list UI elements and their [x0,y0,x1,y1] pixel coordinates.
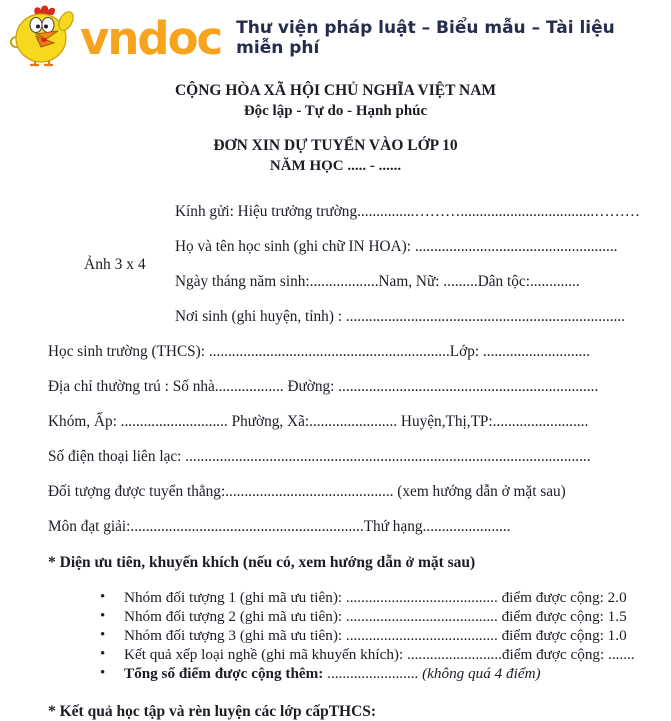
priority-item-vocational: • Kết quả xếp loại nghề (ghi mã khuyến khích): .........................điểm được cộng: ....... [124,645,671,664]
field-line-recipient: Kính gửi: Hiệu trưởng trường...............………...................................……… [175,203,641,220]
priority-total-dots: ........................ [323,665,423,682]
site-tagline: Thư viện pháp luật – Biểu mẫu – Tài liệu miễn phí [236,18,615,58]
photo-box-label: Ảnh 3 x 4 [84,256,146,273]
priority-total-note: (không quá 4 điểm) [422,665,541,682]
field-line-ward-district: Khóm, Ấp: ............................ Phường, Xã:....................... Huyện,Thị,TP:......................... [48,413,589,430]
form-title: ĐƠN XIN DỰ TUYỂN VÀO LỚP 10 [213,137,458,154]
priority-list [0,588,671,683]
site-header [0,0,671,72]
priority-item-group1: • Nhóm đối tượng 1 (ghi mã ưu tiên): ........................................ điểm được cộng: 2.0 [124,588,671,607]
results-section-heading: * Kết quả học tập và rèn luyện các lớp cấpTHCS: [48,703,377,720]
field-line-student-name: Họ và tên học sinh (ghi chữ IN HOA): ..................................................... [175,238,618,255]
field-line-prize-subject-rank: Môn đạt giải:.............................................................Thứ hạng....................... [48,518,511,535]
national-motto-line2: Độc lập - Tự do - Hạnh phúc [243,103,428,119]
vndoc-logo-text: vndoc [80,11,222,65]
national-header [0,82,671,120]
field-line-school-class: Học sinh trường (THCS): ...............................................................Lớp: ............................ [48,343,591,360]
form-fields-block [0,344,671,535]
priority-item-group2: • Nhóm đối tượng 2 (ghi mã ưu tiên): ........................................ điểm được cộng: 1.5 [124,607,671,626]
priority-section-heading: * Diện ưu tiên, khuyến khích (nếu có, xem hướng dẫn ở mặt sau) [48,554,476,571]
field-line-address: Địa chỉ thường trú : Số nhà.................. Đường: .................................................................... [48,378,599,395]
field-line-direct-admission: Đối tượng được tuyển thẳng:............................................ (xem hướng dẫn ở mặt sau) [48,483,566,500]
field-line-birthdate-gender-ethnicity: Ngày tháng năm sinh:..................Nam, Nữ: .........Dân tộc:............. [175,273,580,290]
priority-section [0,554,671,683]
national-motto-line1: CỘNG HÒA XÃ HỘI CHỦ NGHĨA VIỆT NAM [174,82,497,99]
form-title-block [0,137,671,175]
priority-item-group3: • Nhóm đối tượng 3 (ghi mã ưu tiên): ........................................ điểm được cộng: 1.0 [124,626,671,645]
priority-item-total [124,664,671,683]
vndoc-logo [8,4,236,72]
field-line-phone: Số điện thoại liên lạc: .......................................................................................................... [48,448,591,465]
priority-total-label: Tổng số điểm được cộng thêm: [124,665,324,682]
field-line-birthplace: Nơi sinh (ghi huyện, tỉnh) : ......................................................................... [175,308,625,325]
applicant-info-block [0,204,671,325]
form-subtitle-school-year: NĂM HỌC ..... - ...... [269,158,402,174]
chicken-mascot-icon [8,4,78,72]
